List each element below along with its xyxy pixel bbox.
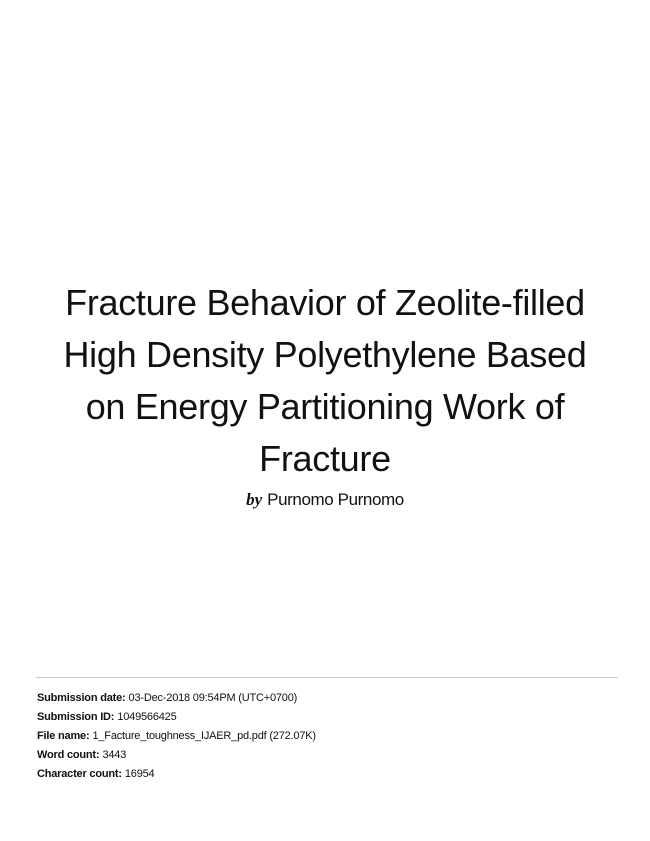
title-line-4: Fracture [259,438,391,479]
file-name-label: File name: [37,730,90,742]
word-count-row [37,746,316,765]
byline-by: by [246,490,263,509]
file-name-row [37,727,316,746]
submission-date-value: 03-Dec-2018 09:54PM (UTC+0700) [128,692,298,704]
character-count-label: Character count: [37,768,122,780]
submission-id-value: 1049566425 [117,711,177,723]
title-line-3: on Energy Partitioning Work of [85,386,565,427]
submission-info [37,689,316,784]
submission-id-label: Submission ID: [37,711,115,723]
byline [0,489,650,511]
submission-date-label: Submission date: [37,692,126,704]
character-count-row [37,765,316,784]
title-line-1: Fracture Behavior of Zeolite-filled [65,282,585,323]
divider [36,677,618,678]
file-name-value: 1_Facture_toughness_IJAER_pd.pdf (272.07K) [92,730,316,742]
character-count-value: 16954 [124,768,155,780]
submission-date-row [37,689,316,708]
word-count-label: Word count: [37,749,100,761]
title-line-2: High Density Polyethylene Based [63,334,587,375]
author-name: Purnomo Purnomo [267,490,404,509]
title-block [0,277,650,511]
submission-id-row [37,708,316,727]
word-count-value: 3443 [102,749,127,761]
